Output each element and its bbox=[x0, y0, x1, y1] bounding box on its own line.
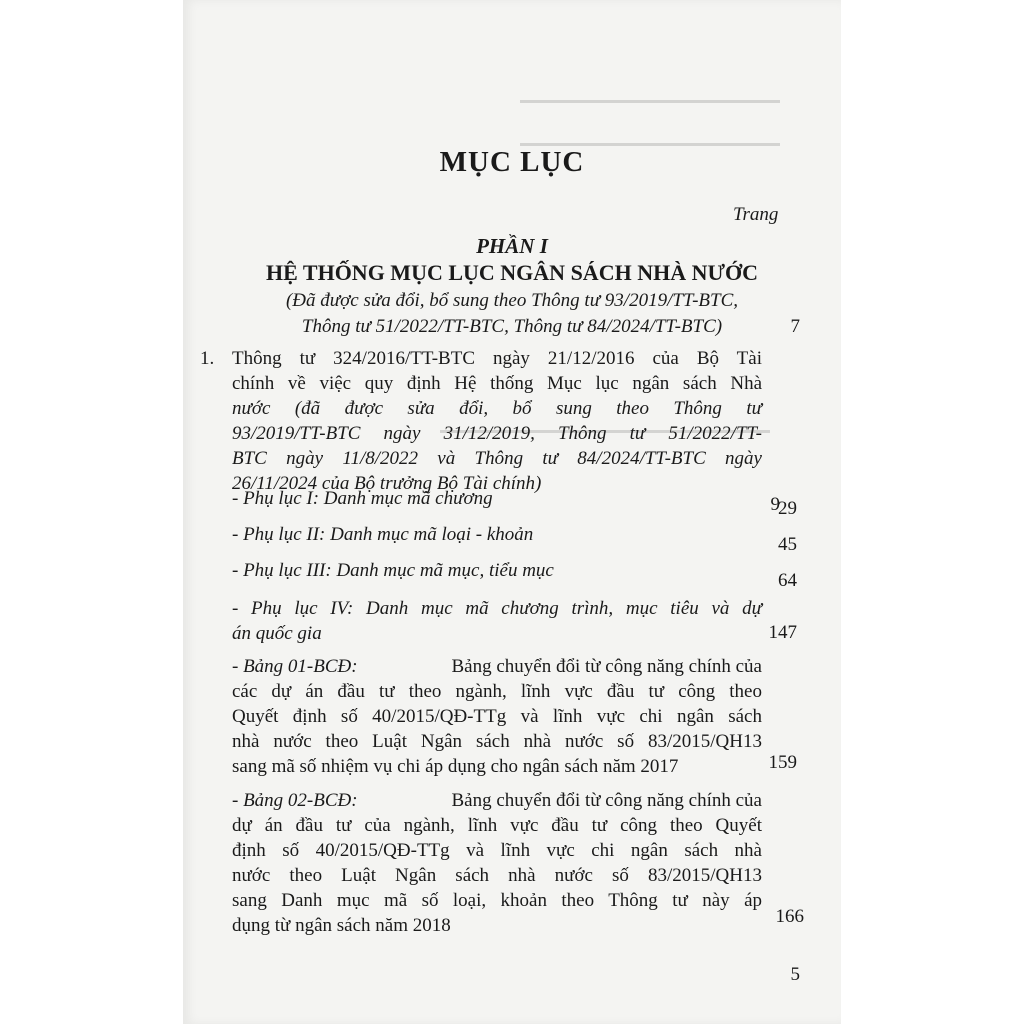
table-entry-line: dụng từ ngân sách năm 2018 bbox=[232, 915, 451, 936]
page-number: 5 bbox=[790, 964, 800, 985]
table-entry-line: các dự án đầu tư theo ngành, lĩnh vực đầu tư công theo bbox=[232, 681, 762, 702]
appendix-page-number: 45 bbox=[778, 534, 797, 555]
appendix-item: - Phụ lục III: Danh mục mã mục, tiểu mục bbox=[232, 560, 554, 581]
entry-line: chính về việc quy định Hệ thống Mục lục ngân sách Nhà bbox=[232, 373, 762, 394]
page-column-header: Trang bbox=[733, 204, 779, 225]
appendix-page-number: 147 bbox=[768, 622, 797, 643]
table-entry-line: sang mã số nhiệm vụ chi áp dụng cho ngân sách năm 2017 bbox=[232, 756, 679, 777]
table-entry-line: Quyết định số 40/2015/QĐ-TTg và lĩnh vực chi ngân sách bbox=[232, 706, 762, 727]
entry-line: nước (đã được sửa đổi, bổ sung theo Thông tư bbox=[232, 398, 762, 419]
table-label: - Bảng 01-BCĐ: bbox=[232, 656, 358, 677]
part-title: HỆ THỐNG MỤC LỤC NGÂN SÁCH NHÀ NƯỚC bbox=[266, 260, 758, 285]
part-page-number: 7 bbox=[790, 316, 800, 337]
bleed-through bbox=[520, 100, 780, 146]
table-entry-line: dự án đầu tư của ngành, lĩnh vực đầu tư công theo Quyết bbox=[232, 815, 762, 836]
appendix-page-number: 64 bbox=[778, 570, 797, 591]
table-entry-line: nước theo Luật Ngân sách nhà nước số 83/2015/QH13 bbox=[232, 865, 762, 886]
entry-line: 93/2019/TT-BTC ngày 31/12/2019, Thông tư 51/2022/TT- bbox=[232, 423, 762, 444]
entry-line: BTC ngày 11/8/2022 và Thông tư 84/2024/TT-BTC ngày bbox=[232, 448, 762, 469]
appendix-item-continued: án quốc gia bbox=[232, 623, 322, 644]
part-note-line-2: Thông tư 51/2022/TT-BTC, Thông tư 84/2024/TT-BTC) bbox=[301, 316, 723, 337]
appendix-page-number: 29 bbox=[778, 498, 797, 519]
entry-page-number: 9 bbox=[770, 494, 780, 515]
table-entry-line: định số 40/2015/QĐ-TTg và lĩnh vực chi ngân sách nhà bbox=[232, 840, 762, 861]
table-entry-line: Bảng chuyển đổi từ công năng chính của bbox=[451, 790, 762, 811]
table-entry-line: sang Danh mục mã số loại, khoản theo Thông tư này áp bbox=[232, 890, 762, 911]
table-page-number: 166 bbox=[775, 906, 804, 927]
table-page-number: 159 bbox=[768, 752, 797, 773]
entry-line: Thông tư 324/2016/TT-BTC ngày 21/12/2016 của Bộ Tài bbox=[232, 348, 762, 369]
table-entry-first-line bbox=[232, 656, 762, 678]
appendix-item: - Phụ lục II: Danh mục mã loại - khoản bbox=[232, 524, 534, 545]
table-label: - Bảng 02-BCĐ: bbox=[232, 790, 358, 811]
page-title: MỤC LỤC bbox=[439, 146, 585, 178]
table-entry-line: nhà nước theo Luật Ngân sách nhà nước số 83/2015/QH13 bbox=[232, 731, 762, 752]
appendix-item: - Phụ lục I: Danh mục mã chương bbox=[232, 488, 493, 509]
table-entry-first-line bbox=[232, 790, 762, 812]
entry-number: 1. bbox=[200, 348, 215, 369]
entry-line: 26/11/2024 của Bộ trưởng Bộ Tài chính) bbox=[232, 473, 542, 494]
part-label: PHẦN I bbox=[476, 234, 548, 258]
appendix-item: - Phụ lục IV: Danh mục mã chương trình, mục tiêu và dự bbox=[232, 598, 762, 619]
part-note-line-1: (Đã được sửa đổi, bổ sung theo Thông tư 93/2019/TT-BTC, bbox=[285, 290, 739, 311]
table-entry-line: Bảng chuyển đổi từ công năng chính của bbox=[451, 656, 762, 677]
